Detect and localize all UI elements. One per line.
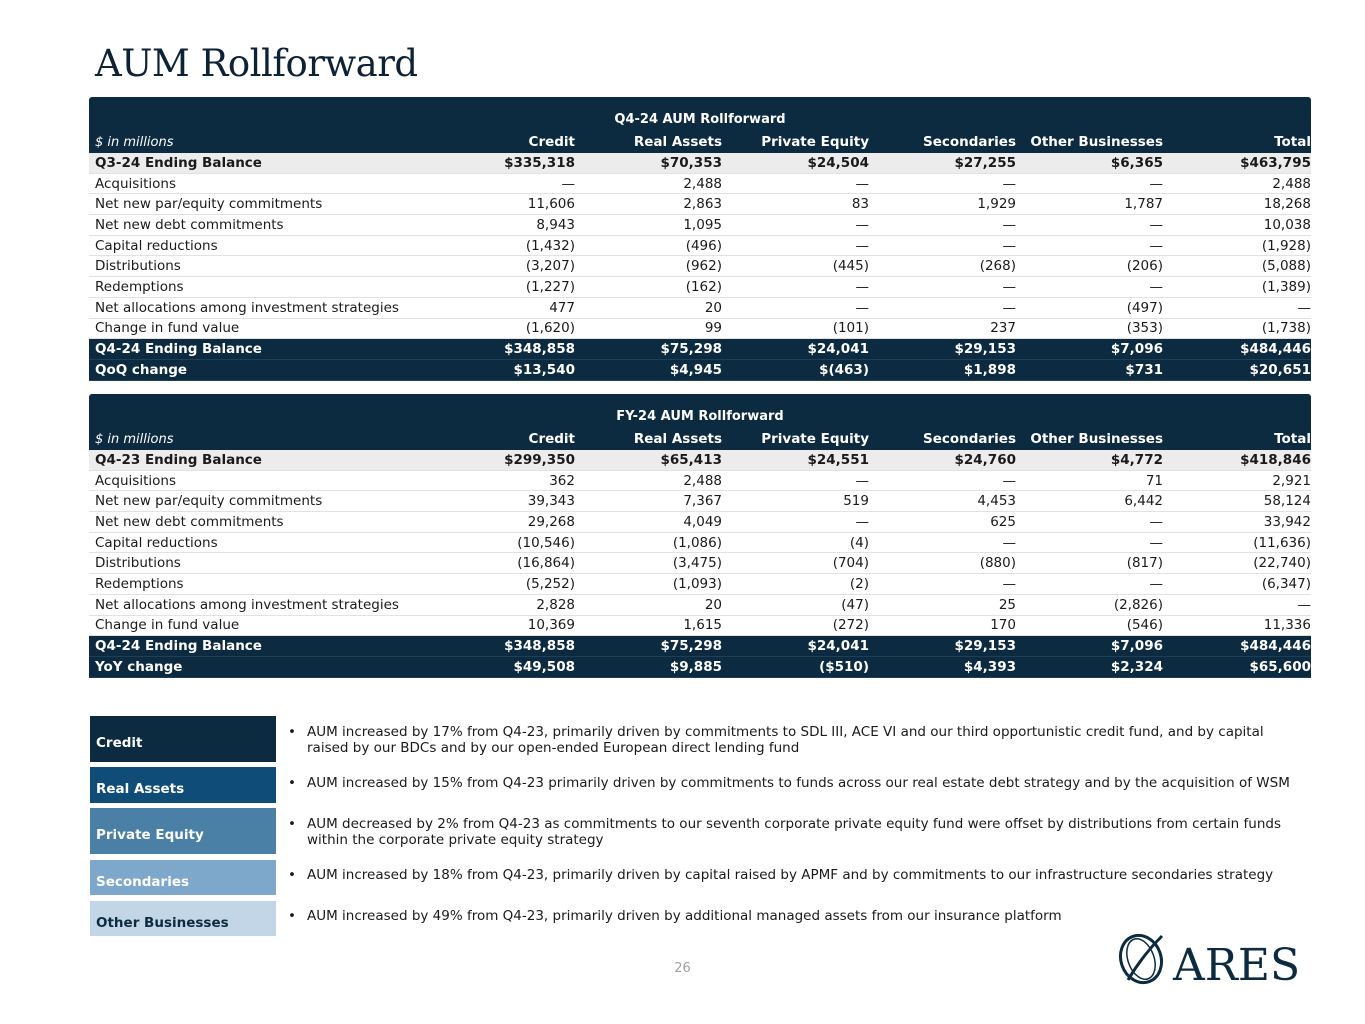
- cell-real-assets: $9,885: [669, 658, 722, 675]
- cell-real-assets: (1,093): [672, 575, 722, 592]
- cell-other-businesses: $6,365: [1110, 154, 1163, 171]
- row-label: Net allocations among investment strategies: [95, 596, 399, 613]
- cell-real-assets: 7,367: [683, 493, 722, 510]
- table-row: [89, 512, 1311, 533]
- cell-other-businesses: $2,324: [1110, 658, 1163, 675]
- legend-label: Credit: [96, 735, 143, 751]
- cell-real-assets: (496): [685, 237, 722, 254]
- cell-total: $65,600: [1249, 658, 1311, 675]
- ares-logo: [1118, 928, 1303, 990]
- cell-credit: 10,369: [527, 617, 575, 634]
- cell-real-assets: $65,413: [660, 451, 722, 468]
- table-row: [89, 595, 1311, 616]
- cell-secondaries: —: [1002, 472, 1016, 489]
- table-row: [89, 153, 1311, 174]
- cell-secondaries: 4,453: [977, 493, 1016, 510]
- cell-private-equity: (272): [832, 617, 869, 634]
- col-header-total: Total: [1274, 431, 1311, 447]
- cell-total: 58,124: [1263, 493, 1311, 510]
- cell-private-equity: ($510): [819, 658, 869, 675]
- table-row: [89, 339, 1311, 360]
- cell-secondaries: $1,898: [963, 361, 1016, 378]
- col-header-other-businesses: Other Businesses: [1030, 431, 1163, 447]
- col-header-other-businesses: Other Businesses: [1030, 134, 1163, 150]
- bullet-dot-icon: •: [288, 908, 296, 924]
- legend-private-equity: [90, 808, 276, 854]
- legend-label: Real Assets: [96, 781, 185, 797]
- table-row: [89, 553, 1311, 574]
- cell-total: —: [1297, 299, 1311, 316]
- row-label: Distributions: [95, 555, 181, 572]
- cell-private-equity: $24,041: [807, 341, 869, 358]
- cell-total: $463,795: [1240, 154, 1311, 171]
- legend-other-businesses: [90, 901, 276, 936]
- table-row: [89, 533, 1311, 554]
- cell-secondaries: —: [1002, 175, 1016, 192]
- cell-total: 11,336: [1263, 617, 1311, 634]
- legend-label: Private Equity: [96, 827, 204, 843]
- cell-real-assets: 2,488: [683, 175, 722, 192]
- cell-private-equity: (445): [832, 258, 869, 275]
- cell-credit: 2,828: [536, 596, 575, 613]
- cell-total: 18,268: [1263, 196, 1311, 213]
- bullet-dot-icon: •: [288, 816, 296, 832]
- cell-other-businesses: —: [1149, 513, 1163, 530]
- table-row: [89, 236, 1311, 257]
- commentary-text: AUM increased by 49% from Q4-23, primarily driven by additional managed assets from our insurance platform: [307, 908, 1062, 924]
- row-label: Capital reductions: [95, 534, 218, 551]
- row-label: Net new par/equity commitments: [95, 196, 323, 213]
- cell-secondaries: 1,929: [977, 196, 1016, 213]
- row-label: Acquisitions: [95, 472, 176, 489]
- fy-rollforward-table: [89, 394, 1311, 678]
- cell-private-equity: —: [855, 472, 869, 489]
- cell-credit: (1,227): [525, 278, 575, 295]
- cell-secondaries: $27,255: [954, 154, 1016, 171]
- cell-private-equity: —: [855, 175, 869, 192]
- col-header-secondaries: Secondaries: [922, 134, 1016, 150]
- cell-real-assets: (3,475): [672, 555, 722, 572]
- table-row: [89, 450, 1311, 471]
- cell-other-businesses: —: [1149, 534, 1163, 551]
- cell-credit: $348,858: [504, 638, 575, 655]
- page-number: 26: [674, 961, 691, 976]
- row-label: Acquisitions: [95, 175, 176, 192]
- cell-real-assets: $70,353: [660, 154, 722, 171]
- legend-secondaries: [90, 860, 276, 895]
- cell-secondaries: —: [1002, 534, 1016, 551]
- cell-private-equity: —: [855, 278, 869, 295]
- cell-credit: $299,350: [504, 451, 575, 468]
- cell-credit: 362: [549, 472, 575, 489]
- row-label: Change in fund value: [95, 320, 240, 337]
- cell-other-businesses: $7,096: [1110, 341, 1163, 358]
- row-label: Q3-24 Ending Balance: [95, 154, 262, 171]
- cell-total: (1,738): [1261, 320, 1311, 337]
- row-label: Distributions: [95, 258, 181, 275]
- cell-credit: (1,432): [525, 237, 575, 254]
- commentary-text: AUM increased by 15% from Q4-23 primarily driven by commitments to funds across our real estate debt strategy and by the acquisition of WSM: [307, 775, 1290, 791]
- q4-table-header: [89, 131, 1311, 153]
- fy-table-header: [89, 428, 1311, 450]
- cell-real-assets: 2,488: [683, 472, 722, 489]
- cell-private-equity: $24,551: [807, 451, 869, 468]
- q4-rollforward-table: [89, 97, 1311, 381]
- logo-wordmark: ARES: [1173, 940, 1301, 990]
- row-label: Q4-24 Ending Balance: [95, 341, 262, 358]
- cell-other-businesses: (2,826): [1113, 596, 1163, 613]
- col-header-credit: Credit: [528, 431, 575, 447]
- cell-secondaries: —: [1002, 216, 1016, 233]
- cell-private-equity: (2): [849, 575, 869, 592]
- col-header-secondaries: Secondaries: [922, 431, 1016, 447]
- cell-total: (1,928): [1261, 237, 1311, 254]
- commentary-credit: [288, 725, 1308, 756]
- row-label: YoY change: [95, 658, 183, 675]
- cell-credit: (10,546): [517, 534, 575, 551]
- table-row: [89, 277, 1311, 298]
- cell-real-assets: $75,298: [660, 638, 722, 655]
- table-row: [89, 471, 1311, 492]
- cell-real-assets: 99: [704, 320, 722, 337]
- table-row: [89, 319, 1311, 340]
- bullet-dot-icon: •: [288, 867, 296, 883]
- row-label: Q4-23 Ending Balance: [95, 451, 262, 468]
- table-row: [89, 574, 1311, 595]
- col-header-real-assets: Real Assets: [633, 431, 722, 447]
- cell-total: 2,921: [1272, 472, 1311, 489]
- commentary-text: AUM increased by 17% from Q4-23, primarily driven by commitments to SDL III, ACE VI and our third opportunistic credit fund, and by capital raised by our BDCs and by our open-ended European direct lending fund: [307, 724, 1264, 756]
- cell-private-equity: (4): [849, 534, 869, 551]
- col-header-total: Total: [1274, 134, 1311, 150]
- table-row: [89, 657, 1311, 678]
- units-label: $ in millions: [95, 431, 174, 447]
- cell-secondaries: (880): [979, 555, 1016, 572]
- legend-real-assets: [90, 767, 276, 803]
- row-label: Net allocations among investment strategies: [95, 299, 399, 316]
- row-label: Capital reductions: [95, 237, 218, 254]
- cell-total: (5,088): [1261, 258, 1311, 275]
- cell-credit: $335,318: [504, 154, 575, 171]
- table-row: [89, 636, 1311, 657]
- cell-private-equity: (47): [841, 596, 869, 613]
- cell-credit: (3,207): [525, 258, 575, 275]
- table-row: [89, 360, 1311, 381]
- cell-other-businesses: —: [1149, 237, 1163, 254]
- cell-private-equity: —: [855, 216, 869, 233]
- cell-private-equity: —: [855, 299, 869, 316]
- table-row: [89, 256, 1311, 277]
- fy-table-title: FY-24 AUM Rollforward: [89, 394, 1311, 428]
- cell-other-businesses: $7,096: [1110, 638, 1163, 655]
- cell-real-assets: $4,945: [669, 361, 722, 378]
- legend-credit: [90, 716, 276, 762]
- col-header-private-equity: Private Equity: [761, 134, 869, 150]
- cell-real-assets: 1,095: [683, 216, 722, 233]
- cell-credit: (5,252): [525, 575, 575, 592]
- cell-real-assets: 20: [704, 299, 722, 316]
- cell-credit: (1,620): [525, 320, 575, 337]
- q4-table-title: Q4-24 AUM Rollforward: [89, 97, 1311, 131]
- cell-private-equity: (704): [832, 555, 869, 572]
- cell-credit: 11,606: [527, 196, 575, 213]
- row-label: Change in fund value: [95, 617, 240, 634]
- cell-secondaries: $29,153: [954, 638, 1016, 655]
- cell-total: (22,740): [1253, 555, 1311, 572]
- cell-total: $484,446: [1240, 638, 1311, 655]
- col-header-credit: Credit: [528, 134, 575, 150]
- cell-credit: —: [561, 175, 575, 192]
- cell-secondaries: —: [1002, 278, 1016, 295]
- commentary-text: AUM decreased by 2% from Q4-23 as commitments to our seventh corporate private equity fund were offset by distributions from certain funds within the corporate private equity strategy: [307, 816, 1281, 848]
- cell-other-businesses: 6,442: [1124, 493, 1163, 510]
- cell-secondaries: 625: [990, 513, 1016, 530]
- row-label: Net new debt commitments: [95, 216, 284, 233]
- commentary-secondaries: [288, 868, 1308, 884]
- cell-real-assets: 1,615: [683, 617, 722, 634]
- cell-real-assets: 2,863: [683, 196, 722, 213]
- cell-real-assets: 20: [704, 596, 722, 613]
- cell-other-businesses: —: [1149, 216, 1163, 233]
- row-label: Redemptions: [95, 575, 184, 592]
- commentary-private-equity: [288, 817, 1308, 848]
- cell-secondaries: 237: [990, 320, 1016, 337]
- cell-private-equity: $24,504: [807, 154, 869, 171]
- cell-secondaries: (268): [979, 258, 1016, 275]
- table-row: [89, 298, 1311, 319]
- cell-real-assets: 4,049: [683, 513, 722, 530]
- cell-total: (11,636): [1253, 534, 1311, 551]
- cell-other-businesses: 71: [1145, 472, 1163, 489]
- units-label: $ in millions: [95, 134, 174, 150]
- cell-secondaries: $24,760: [954, 451, 1016, 468]
- cell-private-equity: 83: [851, 196, 869, 213]
- table-row: [89, 215, 1311, 236]
- cell-total: (1,389): [1261, 278, 1311, 295]
- row-label: Net new par/equity commitments: [95, 493, 323, 510]
- cell-other-businesses: —: [1149, 175, 1163, 192]
- cell-private-equity: $(463): [819, 361, 869, 378]
- cell-other-businesses: (817): [1126, 555, 1163, 572]
- cell-total: 33,942: [1263, 513, 1311, 530]
- page-title: AUM Rollforward: [95, 42, 418, 85]
- legend-label: Other Businesses: [96, 914, 229, 931]
- cell-credit: 29,268: [527, 513, 575, 530]
- cell-private-equity: —: [855, 513, 869, 530]
- table-row: [89, 194, 1311, 215]
- bullet-dot-icon: •: [288, 775, 296, 791]
- cell-total: $418,846: [1240, 451, 1311, 468]
- cell-credit: $348,858: [504, 341, 575, 358]
- cell-total: 2,488: [1272, 175, 1311, 192]
- cell-other-businesses: —: [1149, 575, 1163, 592]
- table-row: [89, 174, 1311, 195]
- cell-credit: $49,508: [513, 658, 575, 675]
- cell-real-assets: $75,298: [660, 341, 722, 358]
- cell-private-equity: 519: [843, 493, 869, 510]
- cell-other-businesses: (206): [1126, 258, 1163, 275]
- table-row: [89, 616, 1311, 637]
- cell-total: 10,038: [1263, 216, 1311, 233]
- col-header-private-equity: Private Equity: [761, 431, 869, 447]
- cell-other-businesses: —: [1149, 278, 1163, 295]
- cell-other-businesses: (353): [1126, 320, 1163, 337]
- cell-secondaries: —: [1002, 237, 1016, 254]
- cell-other-businesses: $731: [1125, 361, 1163, 378]
- cell-credit: 8,943: [536, 216, 575, 233]
- row-label: Q4-24 Ending Balance: [95, 638, 262, 655]
- col-header-real-assets: Real Assets: [633, 134, 722, 150]
- cell-total: —: [1297, 596, 1311, 613]
- ares-swirl-icon: [1118, 930, 1168, 989]
- cell-total: $20,651: [1249, 361, 1311, 378]
- cell-secondaries: $29,153: [954, 341, 1016, 358]
- cell-other-businesses: $4,772: [1110, 451, 1163, 468]
- cell-credit: (16,864): [517, 555, 575, 572]
- cell-secondaries: —: [1002, 575, 1016, 592]
- legend-label: Secondaries: [96, 873, 190, 890]
- cell-total: $484,446: [1240, 341, 1311, 358]
- cell-credit: 39,343: [527, 493, 575, 510]
- cell-credit: 477: [549, 299, 575, 316]
- cell-real-assets: (1,086): [672, 534, 722, 551]
- cell-other-businesses: (546): [1126, 617, 1163, 634]
- commentary-real-assets: [288, 776, 1308, 792]
- row-label: Net new debt commitments: [95, 513, 284, 530]
- cell-real-assets: (962): [685, 258, 722, 275]
- cell-secondaries: 170: [990, 617, 1016, 634]
- row-label: Redemptions: [95, 278, 184, 295]
- cell-other-businesses: (497): [1126, 299, 1163, 316]
- cell-secondaries: $4,393: [963, 658, 1016, 675]
- cell-private-equity: —: [855, 237, 869, 254]
- cell-secondaries: 25: [998, 596, 1016, 613]
- cell-real-assets: (162): [685, 278, 722, 295]
- commentary-other-businesses: [288, 909, 1308, 925]
- cell-private-equity: $24,041: [807, 638, 869, 655]
- commentary-text: AUM increased by 18% from Q4-23, primarily driven by capital raised by APMF and by commitments to our infrastructure secondaries strategy: [307, 867, 1274, 883]
- cell-private-equity: (101): [832, 320, 869, 337]
- table-row: [89, 491, 1311, 512]
- bullet-dot-icon: •: [288, 724, 296, 740]
- cell-credit: $13,540: [513, 361, 575, 378]
- cell-other-businesses: 1,787: [1124, 196, 1163, 213]
- row-label: QoQ change: [95, 361, 188, 378]
- cell-secondaries: —: [1002, 299, 1016, 316]
- cell-total: (6,347): [1261, 575, 1311, 592]
